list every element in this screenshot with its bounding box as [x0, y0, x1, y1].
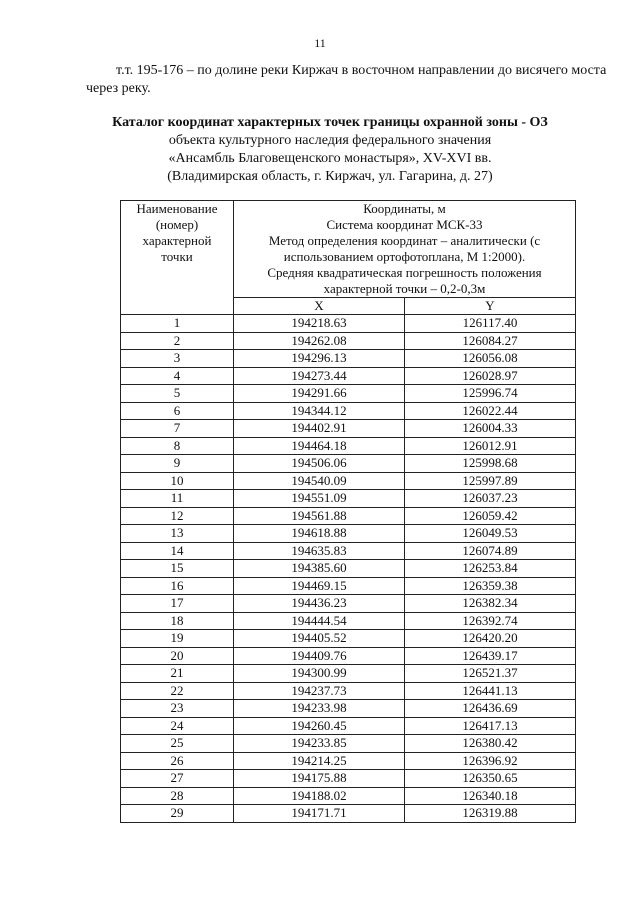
point-name-header: Наименование (номер) характерной точки — [121, 201, 234, 315]
table-row — [121, 577, 576, 595]
y-coordinate-cell: 125997.89 — [405, 472, 576, 490]
title-line-4: (Владимирская область, г. Киржач, ул. Гагарина, д. 27) — [167, 169, 493, 184]
table-row — [121, 490, 576, 508]
table-row — [121, 770, 576, 788]
point-number-cell: 2 — [121, 332, 234, 350]
y-coordinate-cell: 126382.34 — [405, 595, 576, 613]
y-coordinate-cell: 126396.92 — [405, 752, 576, 770]
x-coordinate-cell: 194385.60 — [234, 560, 405, 578]
table-row — [121, 525, 576, 543]
y-coordinate-cell: 125996.74 — [405, 385, 576, 403]
table-row — [121, 647, 576, 665]
y-coordinate-cell: 126049.53 — [405, 525, 576, 543]
table-row — [121, 682, 576, 700]
table-row — [121, 700, 576, 718]
y-coordinate-cell: 126319.88 — [405, 805, 576, 823]
point-number-cell: 18 — [121, 612, 234, 630]
x-coordinate-cell: 194436.23 — [234, 595, 405, 613]
table-row — [121, 787, 576, 805]
y-coordinate-cell: 126253.84 — [405, 560, 576, 578]
coords-header-line-1: Координаты, м — [363, 201, 446, 216]
coords-header-line-4: Средняя квадратическая погрешность положения характерной точки – 0,2-0,3м — [267, 265, 542, 296]
page-number: 11 — [314, 36, 326, 50]
coordinates-table — [120, 200, 576, 823]
y-coordinate-cell: 126074.89 — [405, 542, 576, 560]
point-number-cell: 29 — [121, 805, 234, 823]
point-number-cell: 20 — [121, 647, 234, 665]
table-row — [121, 630, 576, 648]
coordinates-header — [234, 201, 576, 298]
point-number-cell: 23 — [121, 700, 234, 718]
point-number-cell: 28 — [121, 787, 234, 805]
intro-paragraph: т.т. 195-176 – по долине реки Киржач в восточном направлении до висячего моста через реку. — [86, 63, 607, 96]
point-number-cell: 24 — [121, 717, 234, 735]
x-coordinate-cell: 194188.02 — [234, 787, 405, 805]
x-coordinate-cell: 194300.99 — [234, 665, 405, 683]
y-coordinate-cell: 126439.17 — [405, 647, 576, 665]
table-row — [121, 402, 576, 420]
point-number-cell: 27 — [121, 770, 234, 788]
table-row — [121, 612, 576, 630]
point-number-cell: 5 — [121, 385, 234, 403]
x-coordinate-cell: 194233.98 — [234, 700, 405, 718]
x-coordinate-cell: 194262.08 — [234, 332, 405, 350]
y-coordinate-cell: 126420.20 — [405, 630, 576, 648]
point-number-cell: 17 — [121, 595, 234, 613]
point-number-cell: 10 — [121, 472, 234, 490]
table-row — [121, 455, 576, 473]
point-number-cell: 25 — [121, 735, 234, 753]
x-coordinate-cell: 194296.13 — [234, 350, 405, 368]
point-number-cell: 4 — [121, 367, 234, 385]
point-number-cell: 8 — [121, 437, 234, 455]
x-coordinate-cell: 194618.88 — [234, 525, 405, 543]
y-coordinate-cell: 126380.42 — [405, 735, 576, 753]
point-number-cell: 7 — [121, 420, 234, 438]
y-coordinate-cell: 126056.08 — [405, 350, 576, 368]
point-number-cell: 3 — [121, 350, 234, 368]
y-coordinate-cell: 126350.65 — [405, 770, 576, 788]
y-coordinate-cell: 126037.23 — [405, 490, 576, 508]
table-row — [121, 717, 576, 735]
table-row — [121, 367, 576, 385]
y-coordinate-cell: 126059.42 — [405, 507, 576, 525]
x-coordinate-cell: 194409.76 — [234, 647, 405, 665]
point-number-cell: 11 — [121, 490, 234, 508]
y-coordinate-cell: 126117.40 — [405, 315, 576, 333]
point-number-cell: 14 — [121, 542, 234, 560]
table-row — [121, 507, 576, 525]
x-column-header: X — [234, 298, 405, 315]
table-header-row — [121, 201, 576, 298]
table-row — [121, 665, 576, 683]
x-coordinate-cell: 194635.83 — [234, 542, 405, 560]
table-row — [121, 315, 576, 333]
point-number-cell: 19 — [121, 630, 234, 648]
x-coordinate-cell: 194469.15 — [234, 577, 405, 595]
x-coordinate-cell: 194175.88 — [234, 770, 405, 788]
x-coordinate-cell: 194405.52 — [234, 630, 405, 648]
x-coordinate-cell: 194344.12 — [234, 402, 405, 420]
catalog-title — [60, 114, 600, 186]
table-row — [121, 350, 576, 368]
point-number-cell: 9 — [121, 455, 234, 473]
y-coordinate-cell: 126340.18 — [405, 787, 576, 805]
point-number-cell: 22 — [121, 682, 234, 700]
x-coordinate-cell: 194260.45 — [234, 717, 405, 735]
title-line-3: «Ансамбль Благовещенского монастыря», XV-XVI вв. — [168, 151, 492, 166]
point-number-cell: 26 — [121, 752, 234, 770]
table-row — [121, 805, 576, 823]
y-coordinate-cell: 126004.33 — [405, 420, 576, 438]
x-coordinate-cell: 194464.18 — [234, 437, 405, 455]
point-number-cell: 15 — [121, 560, 234, 578]
coords-header-line-3: Метод определения координат – аналитически (с использованием ортофотоплана, М 1:2000). — [268, 233, 541, 264]
title-line-2: объекта культурного наследия федерального значения — [168, 133, 492, 148]
x-coordinate-cell: 194273.44 — [234, 367, 405, 385]
x-coordinate-cell: 194171.71 — [234, 805, 405, 823]
x-coordinate-cell: 194233.85 — [234, 735, 405, 753]
point-number-cell: 1 — [121, 315, 234, 333]
table-row — [121, 385, 576, 403]
table-row — [121, 560, 576, 578]
table-row — [121, 437, 576, 455]
x-coordinate-cell: 194444.54 — [234, 612, 405, 630]
y-coordinate-cell: 126417.13 — [405, 717, 576, 735]
x-coordinate-cell: 194561.88 — [234, 507, 405, 525]
y-coordinate-cell: 126028.97 — [405, 367, 576, 385]
table-row — [121, 472, 576, 490]
x-coordinate-cell: 194214.25 — [234, 752, 405, 770]
y-coordinate-cell: 126359.38 — [405, 577, 576, 595]
table-row — [121, 595, 576, 613]
y-coordinate-cell: 126084.27 — [405, 332, 576, 350]
coords-header-line-2: Система координат МСК-33 — [326, 217, 483, 232]
point-number-cell: 12 — [121, 507, 234, 525]
x-coordinate-cell: 194291.66 — [234, 385, 405, 403]
table-row — [121, 752, 576, 770]
title-line-1: Каталог координат характерных точек границы охранной зоны - ОЗ — [112, 115, 548, 130]
x-coordinate-cell: 194402.91 — [234, 420, 405, 438]
x-coordinate-cell: 194237.73 — [234, 682, 405, 700]
point-number-cell: 6 — [121, 402, 234, 420]
x-coordinate-cell: 194551.09 — [234, 490, 405, 508]
y-coordinate-cell: 126521.37 — [405, 665, 576, 683]
y-coordinate-cell: 126012.91 — [405, 437, 576, 455]
y-coordinate-cell: 126022.44 — [405, 402, 576, 420]
table-body — [121, 315, 576, 823]
y-column-header: Y — [405, 298, 576, 315]
y-coordinate-cell: 126392.74 — [405, 612, 576, 630]
point-number-cell: 21 — [121, 665, 234, 683]
y-coordinate-cell: 125998.68 — [405, 455, 576, 473]
point-number-cell: 13 — [121, 525, 234, 543]
x-coordinate-cell: 194218.63 — [234, 315, 405, 333]
table-row — [121, 332, 576, 350]
table-row — [121, 420, 576, 438]
x-coordinate-cell: 194506.06 — [234, 455, 405, 473]
x-coordinate-cell: 194540.09 — [234, 472, 405, 490]
y-coordinate-cell: 126441.13 — [405, 682, 576, 700]
table-row — [121, 735, 576, 753]
table-row — [121, 542, 576, 560]
point-number-cell: 16 — [121, 577, 234, 595]
y-coordinate-cell: 126436.69 — [405, 700, 576, 718]
